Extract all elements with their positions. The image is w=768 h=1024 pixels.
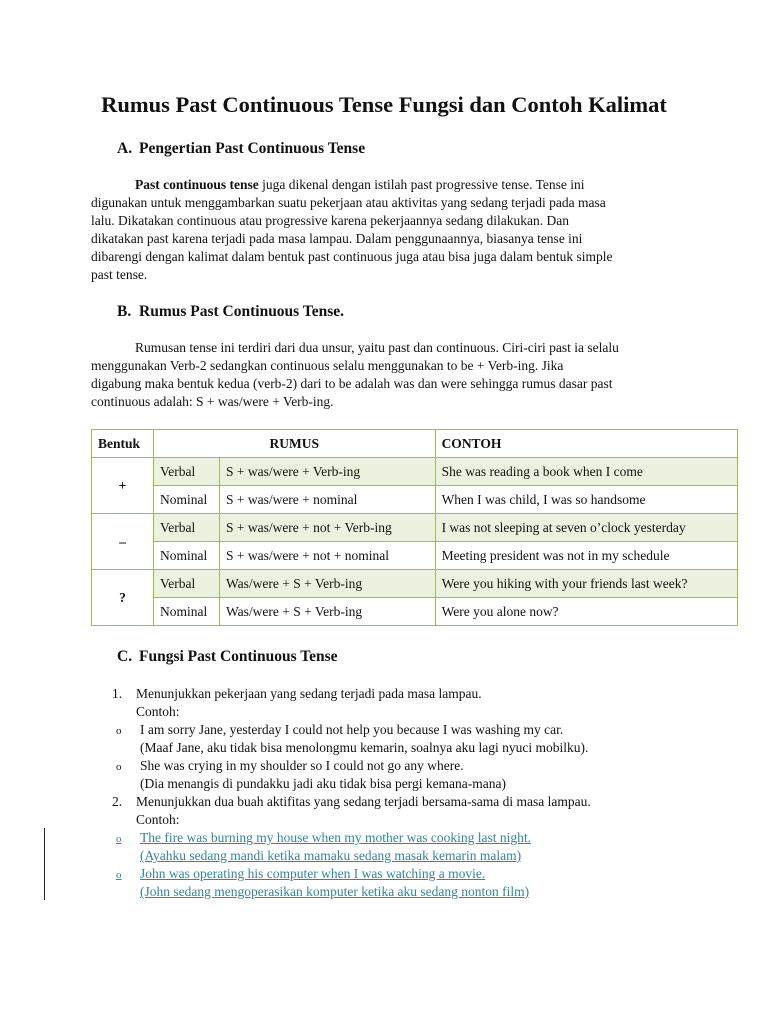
cell-contoh: Were you hiking with your friends last week?	[435, 570, 737, 598]
cell-type: Verbal	[153, 514, 219, 542]
symbol-negative: –	[92, 514, 154, 570]
example-sentence: I am sorry Jane, yesterday I could not help you because I was washing my car.	[140, 722, 564, 737]
cell-contoh: She was reading a book when I come	[435, 458, 737, 486]
cell-type: Verbal	[153, 458, 219, 486]
table-row	[92, 542, 738, 570]
para-a-line: dibarengi dengan kalimat dalam bentuk past continuous juga atau bisa juga dalam bentuk simple	[91, 249, 613, 264]
section-b-title: Rumus Past Continuous Tense.	[139, 303, 345, 320]
para-a-line: digunakan untuk menggambarkan suatu pekerjaan atau aktivitas yang sedang terjadi pada masa	[91, 195, 606, 210]
cell-rumus: Was/were + S + Verb-ing	[219, 598, 435, 626]
cell-type: Nominal	[153, 486, 219, 514]
section-b-letter: B.	[117, 303, 132, 320]
para-b-line: continuous adalah: S + was/were + Verb-ing.	[91, 394, 334, 409]
rumus-table	[91, 429, 738, 626]
bullet-icon: o	[116, 725, 122, 737]
cell-rumus: S + was/were + nominal	[219, 486, 435, 514]
section-a-paragraph	[91, 176, 681, 284]
cell-contoh: When I was child, I was so handsome	[435, 486, 737, 514]
header-rumus: RUMUS	[153, 430, 435, 458]
cell-rumus: S + was/were + Verb-ing	[219, 458, 435, 486]
bullet-icon: o	[116, 833, 122, 845]
example-translation-link[interactable]: (Ayahku sedang mandi ketika mamaku sedang masak kemarin malam)	[140, 848, 522, 863]
table-row	[92, 570, 738, 598]
page-title: Rumus Past Continuous Tense Fungsi dan Contoh Kalimat	[101, 92, 667, 117]
contoh-label: Contoh:	[136, 812, 180, 827]
para-a-line: dikatakan past karena terjadi pada masa lampau. Dalam penggunaannya, biasanya tense ini	[91, 231, 583, 246]
section-a-heading	[117, 140, 365, 158]
table-row	[92, 458, 738, 486]
cell-type: Nominal	[153, 542, 219, 570]
cell-type: Verbal	[153, 570, 219, 598]
example-sentence: She was crying in my shoulder so I could not go any where.	[140, 758, 464, 773]
section-c-title: Fungsi Past Continuous Tense	[139, 648, 338, 665]
cell-rumus: S + was/were + not + Verb-ing	[219, 514, 435, 542]
bullet-icon: o	[116, 761, 122, 773]
section-a-title: Pengertian Past Continuous Tense	[139, 140, 366, 157]
para-b-line: digabung maka bentuk kedua (verb-2) dari to be adalah was dan were sehingga rumus dasar past	[91, 376, 613, 391]
para-b-line: Rumusan tense ini terdiri dari dua unsur, yaitu past dan continuous. Ciri-ciri past ia selalu	[135, 340, 619, 355]
cell-contoh: Meeting president was not in my schedule	[435, 542, 737, 570]
symbol-positive: +	[92, 458, 154, 514]
list-item-text: Menunjukkan pekerjaan yang sedang terjadi pada masa lampau.	[136, 686, 482, 701]
para-b-line: menggunakan Verb-2 sedangkan continuous selalu menggunakan to be + Verb-ing. Jika	[91, 358, 564, 373]
para-a-line: past tense.	[91, 267, 148, 282]
contoh-label: Contoh:	[136, 704, 180, 719]
para-a-line: lalu. Dikatakan continuous atau progressive karena pekerjaannya sedang dilakukan. Dan	[91, 213, 569, 228]
table-row	[92, 486, 738, 514]
cell-contoh: I was not sleeping at seven o’clock yesterday	[435, 514, 737, 542]
example-translation: (Dia menangis di pundakku jadi aku tidak bisa pergi kemana-mana)	[140, 776, 507, 791]
list-item-text: Menunjukkan dua buah aktifitas yang sedang terjadi bersama-sama di masa lampau.	[136, 794, 591, 809]
example-translation: (Maaf Jane, aku tidak bisa menolongmu kemarin, soalnya aku lagi nyuci mobilku).	[140, 740, 589, 755]
header-bentuk: Bentuk	[92, 430, 154, 458]
example-sentence-link[interactable]: The fire was burning my house when my mother was cooking last night.	[140, 830, 532, 845]
bullet-icon: o	[116, 869, 122, 881]
lead-term: Past continuous tense	[135, 177, 259, 192]
table-row	[92, 514, 738, 542]
example-sentence-link[interactable]: John was operating his computer when I was watching a movie.	[140, 866, 486, 881]
symbol-question: ?	[92, 570, 154, 626]
table-row	[92, 598, 738, 626]
para-a-line: juga dikenal dengan istilah past progressive tense. Tense ini	[258, 177, 585, 192]
section-c-heading	[117, 648, 338, 666]
list-number: 1.	[112, 686, 123, 701]
example-translation-link[interactable]: (John sedang mengoperasikan komputer ketika aku sedang nonton film)	[140, 884, 530, 899]
section-b-heading	[117, 303, 344, 321]
section-c-letter: C.	[117, 648, 133, 665]
section-a-letter: A.	[117, 140, 133, 157]
change-bar	[44, 828, 45, 900]
cell-type: Nominal	[153, 598, 219, 626]
table-header-row	[92, 430, 738, 458]
cell-rumus: S + was/were + not + nominal	[219, 542, 435, 570]
list-number: 2.	[112, 794, 123, 809]
cell-rumus: Was/were + S + Verb-ing	[219, 570, 435, 598]
cell-contoh: Were you alone now?	[435, 598, 737, 626]
header-contoh: CONTOH	[435, 430, 737, 458]
section-b-paragraph	[91, 339, 681, 411]
